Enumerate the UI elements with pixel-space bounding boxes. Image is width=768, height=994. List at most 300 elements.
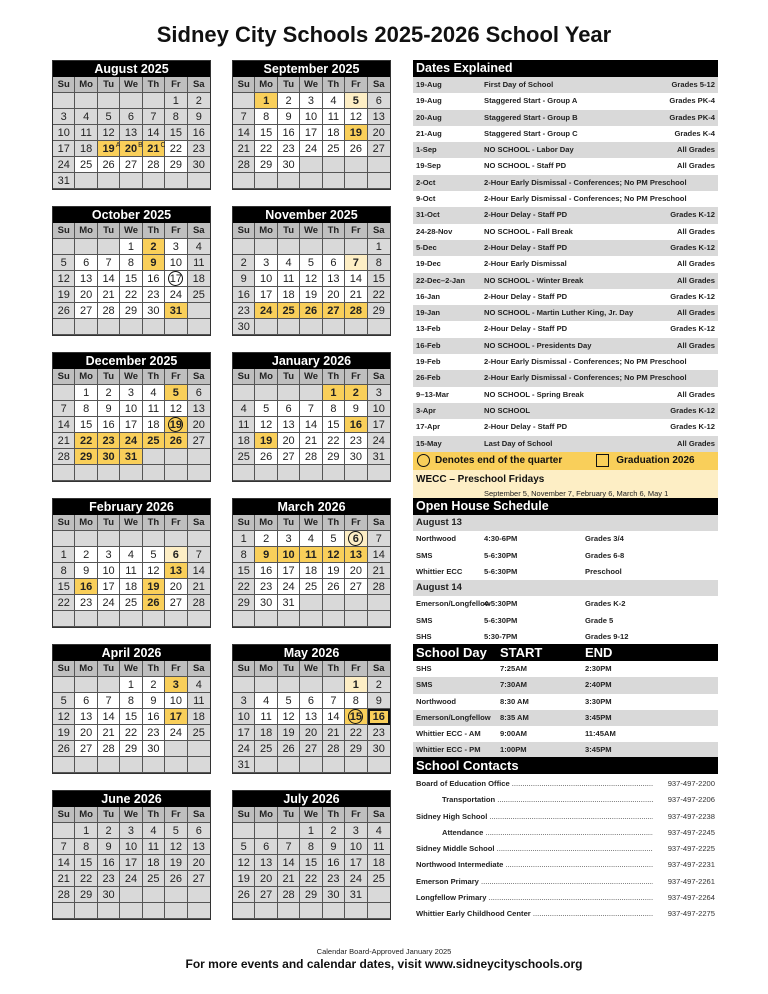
day-cell: 23: [188, 141, 210, 157]
contacts-list: [413, 774, 718, 923]
day-cell: 22: [165, 141, 187, 157]
day-cell: 30: [323, 887, 345, 903]
empty-cell: [75, 173, 97, 189]
day-cell: 11: [120, 563, 142, 579]
weekday-header: Sa: [188, 223, 210, 239]
empty-cell: [278, 611, 300, 627]
day-cell: 12: [53, 709, 75, 725]
empty-cell: [233, 677, 255, 693]
date-row: [413, 77, 718, 93]
month-title: December 2025: [53, 353, 210, 369]
empty-cell: [278, 903, 300, 919]
day-cell: 29: [120, 303, 142, 319]
empty-cell: [323, 677, 345, 693]
school-name: Northwood: [416, 534, 457, 544]
date-label: 26-Feb: [416, 373, 441, 383]
event-label: First Day of School: [484, 80, 554, 89]
day-cell: 28: [98, 303, 120, 319]
end-time: 3:30PM: [585, 696, 612, 706]
empty-cell: [255, 823, 277, 839]
weekday-header: Fr: [345, 807, 367, 823]
start-column-header: START: [500, 645, 543, 660]
weekday-header: Th: [323, 223, 345, 239]
empty-cell: [53, 677, 75, 693]
weekday-header: We: [300, 77, 322, 93]
weekday-header: Tu: [98, 77, 120, 93]
date-row: [413, 419, 718, 435]
day-cell: 16: [255, 563, 277, 579]
event-label: 2-Hour Early Dismissal: [484, 259, 567, 269]
empty-cell: [165, 741, 187, 757]
day-cell: 10: [165, 693, 187, 709]
time-range: 5-6:30PM: [484, 615, 518, 625]
day-cell: 5: [300, 255, 322, 271]
empty-cell: [345, 595, 367, 611]
day-cell: 10: [120, 401, 142, 417]
empty-cell: [278, 239, 300, 255]
weekday-header: We: [120, 807, 142, 823]
empty-cell: [120, 93, 142, 109]
day-cell: 18: [75, 141, 97, 157]
day-cell: 30: [278, 157, 300, 173]
day-cell: 30: [143, 303, 165, 319]
weekday-header: Sa: [188, 661, 210, 677]
weekday-header: Th: [143, 369, 165, 385]
day-cell: 28: [143, 157, 165, 173]
grades-label: All Grades: [677, 438, 715, 448]
day-cell: 26: [98, 157, 120, 173]
weekday-header: Tu: [98, 661, 120, 677]
day-cell: 22: [345, 725, 367, 741]
weekday-header: Su: [233, 515, 255, 531]
empty-cell: [188, 319, 210, 335]
weekday-header: Th: [323, 77, 345, 93]
day-cell: 6: [278, 401, 300, 417]
weekday-header: Sa: [188, 807, 210, 823]
day-cell: 28: [53, 449, 75, 465]
day-cell: 27: [323, 303, 345, 319]
weekday-header: Th: [143, 77, 165, 93]
empty-cell: [345, 757, 367, 773]
contact-phone[interactable]: 937-497-2238: [667, 811, 715, 821]
day-cell: 10: [345, 839, 367, 855]
day-cell: 15: [75, 855, 97, 871]
weekday-header: Sa: [188, 77, 210, 93]
month-grid: [53, 369, 210, 481]
day-cell: 2: [143, 239, 165, 255]
day-cell: 14: [368, 547, 390, 563]
day-cell: 18: [143, 417, 165, 433]
day-cell: 24: [278, 579, 300, 595]
date-label: 1-Sep: [416, 145, 437, 155]
event-label: 2-Hour Delay - Staff PD: [484, 210, 568, 220]
day-cell: 21: [53, 433, 75, 449]
day-cell: 14: [53, 855, 75, 871]
day-cell: 26: [143, 595, 165, 611]
day-cell: 11: [143, 839, 165, 855]
month-grid: [53, 807, 210, 919]
weekday-header: We: [300, 369, 322, 385]
day-cell: 10: [120, 839, 142, 855]
empty-cell: [143, 93, 165, 109]
day-cell: 7: [300, 401, 322, 417]
weekday-header: Su: [233, 807, 255, 823]
event-label: Staggered Start - Group B: [484, 112, 578, 122]
day-cell: 20: [188, 417, 210, 433]
day-cell: 5: [345, 93, 367, 109]
day-cell: 12: [255, 417, 277, 433]
day-cell: 11: [75, 125, 97, 141]
empty-cell: [255, 173, 277, 189]
day-cell: 11: [255, 709, 277, 725]
day-cell: 28: [323, 741, 345, 757]
date-row: [413, 158, 718, 174]
weekday-header: Su: [53, 223, 75, 239]
empty-cell: [300, 385, 322, 401]
date-label: 19-Sep: [416, 161, 441, 171]
day-cell: 11: [278, 271, 300, 287]
empty-cell: [53, 93, 75, 109]
contact-name: Sidney Middle School .....: [416, 841, 653, 857]
day-cell: 9: [368, 693, 390, 709]
day-cell: 1: [255, 93, 277, 109]
day-cell: 22: [53, 595, 75, 611]
day-cell: 1: [233, 531, 255, 547]
weekday-header: Fr: [345, 661, 367, 677]
empty-cell: [278, 823, 300, 839]
day-cell: 30: [368, 741, 390, 757]
day-cell: 11: [300, 547, 322, 563]
empty-cell: [53, 823, 75, 839]
school-day-row: [413, 677, 718, 693]
day-cell: 6: [345, 531, 367, 547]
weekday-header: Mo: [75, 369, 97, 385]
weekday-header: Sa: [368, 223, 390, 239]
empty-cell: [143, 173, 165, 189]
weekday-header: Fr: [165, 515, 187, 531]
empty-cell: [278, 677, 300, 693]
month-grid: [233, 77, 390, 189]
date-row: [413, 387, 718, 403]
open-house-row: [413, 629, 718, 645]
weekday-header: Mo: [255, 661, 277, 677]
day-cell: 31: [120, 449, 142, 465]
day-cell: 22: [120, 725, 142, 741]
day-cell: 23: [143, 287, 165, 303]
contact-phone[interactable]: 937-497-2261: [667, 876, 715, 886]
empty-cell: [368, 157, 390, 173]
day-cell: 28: [98, 741, 120, 757]
contact-phone[interactable]: 937-497-2275: [667, 909, 715, 919]
day-cell: 14: [233, 125, 255, 141]
day-cell: 30: [188, 157, 210, 173]
day-cell: 7: [345, 255, 367, 271]
contact-row: [413, 874, 718, 890]
date-label: 19-Dec: [416, 259, 441, 269]
day-cell: 25: [368, 871, 390, 887]
day-cell: 6: [188, 823, 210, 839]
contact-name: Emerson Primary .....: [416, 874, 653, 890]
day-cell: 27: [75, 741, 97, 757]
day-cell: 21: [98, 725, 120, 741]
empty-cell: [53, 531, 75, 547]
empty-cell: [165, 465, 187, 481]
day-cell: 9: [75, 563, 97, 579]
end-time: 2:40PM: [585, 680, 612, 690]
day-cell: 17: [165, 271, 187, 287]
day-cell: 26: [300, 303, 322, 319]
empty-cell: [143, 531, 165, 547]
day-cell: 29: [368, 303, 390, 319]
grades-label: All Grades: [677, 145, 715, 155]
day-cell: 16: [98, 855, 120, 871]
weekday-header: Th: [143, 807, 165, 823]
group-marker: C: [160, 142, 166, 149]
day-cell: 4: [255, 693, 277, 709]
empty-cell: [300, 757, 322, 773]
month-calendar: [232, 790, 391, 920]
day-cell: 10: [53, 125, 75, 141]
day-cell: 21: [278, 871, 300, 887]
day-cell: 27: [188, 433, 210, 449]
contact-phone[interactable]: 937-497-2200: [667, 779, 715, 788]
empty-cell: [98, 173, 120, 189]
day-cell: 5: [278, 693, 300, 709]
day-cell: 31: [53, 173, 75, 189]
start-time: 7:25AM: [500, 664, 528, 673]
day-cell: 29: [345, 741, 367, 757]
grades-label: All Grades: [677, 389, 715, 399]
date-label: 9–13-Mar: [416, 389, 449, 399]
weekday-header: Mo: [255, 807, 277, 823]
empty-cell: [278, 385, 300, 401]
school-day-row: [413, 710, 718, 726]
date-row: [413, 142, 718, 158]
school-name: SMS: [416, 550, 433, 560]
empty-cell: [120, 173, 142, 189]
weekday-header: Fr: [165, 661, 187, 677]
day-cell: 11: [323, 109, 345, 125]
day-cell: 13: [120, 125, 142, 141]
day-cell: 16: [143, 709, 165, 725]
day-cell: 2: [98, 385, 120, 401]
contact-row: [413, 906, 718, 922]
day-cell: 6: [75, 693, 97, 709]
event-label: NO SCHOOL - Staff PD: [484, 161, 567, 171]
empty-cell: [120, 465, 142, 481]
empty-cell: [188, 465, 210, 481]
day-cell: 13: [75, 271, 97, 287]
day-cell: 8: [368, 255, 390, 271]
day-cell: 19: [233, 871, 255, 887]
date-row: [413, 354, 718, 370]
event-label: Staggered Start - Group C: [484, 128, 578, 138]
grades-label: Grades K-12: [670, 422, 715, 432]
day-cell: 3: [165, 677, 187, 693]
month-calendar: [52, 206, 211, 336]
day-cell: 13: [75, 709, 97, 725]
day-cell: 28: [188, 595, 210, 611]
dates-explained-heading: Dates Explained: [413, 60, 718, 77]
event-label: NO SCHOOL: [484, 405, 530, 415]
month-calendar: [52, 352, 211, 482]
website-note: For more events and calendar dates, visit www.sidneycityschools.org: [185, 957, 583, 971]
empty-cell: [98, 757, 120, 773]
day-cell: 16: [345, 417, 367, 433]
day-cell: 24: [165, 725, 187, 741]
day-cell: 21: [98, 287, 120, 303]
contact-phone[interactable]: 937-497-2245: [667, 827, 715, 837]
day-cell: 30: [233, 319, 255, 335]
day-cell: 17: [300, 125, 322, 141]
weekday-header: Su: [53, 77, 75, 93]
date-row: [413, 436, 718, 452]
day-cell: 6: [120, 109, 142, 125]
day-cell: 28: [345, 303, 367, 319]
day-cell: 3: [120, 385, 142, 401]
grades-label: Grades K-4: [674, 128, 715, 138]
day-cell: 3: [300, 93, 322, 109]
event-label: NO SCHOOL - Winter Break: [484, 275, 584, 285]
grades-label: Grades K-2: [585, 599, 626, 609]
empty-cell: [345, 465, 367, 481]
day-cell: 27: [120, 157, 142, 173]
empty-cell: [323, 611, 345, 627]
day-cell: 10: [368, 401, 390, 417]
day-cell: 20: [278, 433, 300, 449]
weekday-header: Sa: [368, 661, 390, 677]
empty-cell: [165, 449, 187, 465]
day-cell: 17: [53, 141, 75, 157]
day-cell: 3: [233, 693, 255, 709]
empty-cell: [345, 611, 367, 627]
day-cell: 29: [255, 157, 277, 173]
day-cell: 18: [188, 709, 210, 725]
day-cell: 26: [255, 449, 277, 465]
day-cell: 23: [345, 433, 367, 449]
day-cell: 8: [75, 401, 97, 417]
day-cell: 10: [278, 547, 300, 563]
weekday-header: We: [120, 369, 142, 385]
day-cell: 17: [345, 855, 367, 871]
contact-phone[interactable]: 937-497-2264: [667, 893, 715, 903]
weekday-header: Fr: [345, 515, 367, 531]
empty-cell: [120, 903, 142, 919]
empty-cell: [188, 903, 210, 919]
day-cell: 5: [143, 547, 165, 563]
grades-label: All Grades: [677, 275, 715, 285]
day-cell: 15: [75, 417, 97, 433]
date-row: [413, 126, 718, 142]
empty-cell: [75, 319, 97, 335]
end-time: 3:45PM: [585, 712, 612, 722]
day-cell: 10: [233, 709, 255, 725]
day-cell: 23: [278, 141, 300, 157]
month-calendar: [232, 60, 391, 190]
day-cell: 16: [233, 287, 255, 303]
date-label: 19-Jan: [416, 308, 441, 318]
grades-label: Grades PK-4: [669, 112, 715, 122]
day-cell: 20: [255, 871, 277, 887]
day-cell: 24: [53, 157, 75, 173]
empty-cell: [233, 465, 255, 481]
date-label: 5-Dec: [416, 242, 437, 252]
empty-cell: [278, 465, 300, 481]
empty-cell: [165, 319, 187, 335]
day-cell: 4: [368, 823, 390, 839]
weekday-header: Tu: [278, 77, 300, 93]
weekday-header: We: [300, 807, 322, 823]
day-cell: 7: [278, 839, 300, 855]
day-cell: 18: [143, 855, 165, 871]
day-cell: 25: [120, 595, 142, 611]
empty-cell: [323, 319, 345, 335]
empty-cell: [323, 757, 345, 773]
day-cell: 22: [255, 141, 277, 157]
date-label: 19-Feb: [416, 357, 441, 367]
contact-phone[interactable]: 937-497-2231: [667, 860, 715, 870]
weekday-header: Mo: [255, 515, 277, 531]
date-label: 2-Oct: [416, 177, 436, 187]
empty-cell: [143, 903, 165, 919]
day-cell: 5: [53, 693, 75, 709]
empty-cell: [165, 611, 187, 627]
day-cell: 13: [323, 271, 345, 287]
month-calendar: [232, 498, 391, 628]
day-cell: 26: [278, 741, 300, 757]
day-cell: 5: [233, 839, 255, 855]
grades-label: Grades K-12: [670, 242, 715, 252]
square-icon: [596, 454, 609, 467]
day-cell: 18: [278, 287, 300, 303]
start-time: 9:00AM: [500, 729, 528, 739]
day-cell: 16: [75, 579, 97, 595]
date-label: 22-Dec–2-Jan: [416, 275, 465, 285]
day-cell: 20: [75, 287, 97, 303]
empty-cell: [368, 595, 390, 611]
day-cell: 8: [165, 109, 187, 125]
day-cell: 17: [98, 579, 120, 595]
day-cell: 7: [233, 109, 255, 125]
event-label: 2-Hour Delay - Staff PD: [484, 324, 568, 334]
contact-phone[interactable]: 937-497-2206: [667, 795, 715, 805]
day-cell: 1: [165, 93, 187, 109]
day-cell: 2: [368, 677, 390, 693]
empty-cell: [255, 465, 277, 481]
month-title: January 2026: [233, 353, 390, 369]
empty-cell: [233, 823, 255, 839]
day-cell: 26: [53, 303, 75, 319]
day-cell: 30: [98, 449, 120, 465]
day-cell: 5: [53, 255, 75, 271]
empty-cell: [53, 465, 75, 481]
contact-phone[interactable]: 937-497-2225: [667, 844, 715, 854]
empty-cell: [368, 319, 390, 335]
day-cell: 29: [165, 157, 187, 173]
day-cell: 13: [368, 109, 390, 125]
grades-label: Grades 5-12: [671, 80, 715, 89]
day-cell: 20 B: [120, 141, 142, 157]
empty-cell: [255, 319, 277, 335]
day-cell: 18: [120, 579, 142, 595]
empty-cell: [188, 757, 210, 773]
day-cell: 11: [368, 839, 390, 855]
empty-cell: [323, 465, 345, 481]
day-cell: 14: [188, 563, 210, 579]
weekday-header: Tu: [98, 369, 120, 385]
open-house-row: [413, 596, 718, 612]
day-cell: 29: [300, 887, 322, 903]
